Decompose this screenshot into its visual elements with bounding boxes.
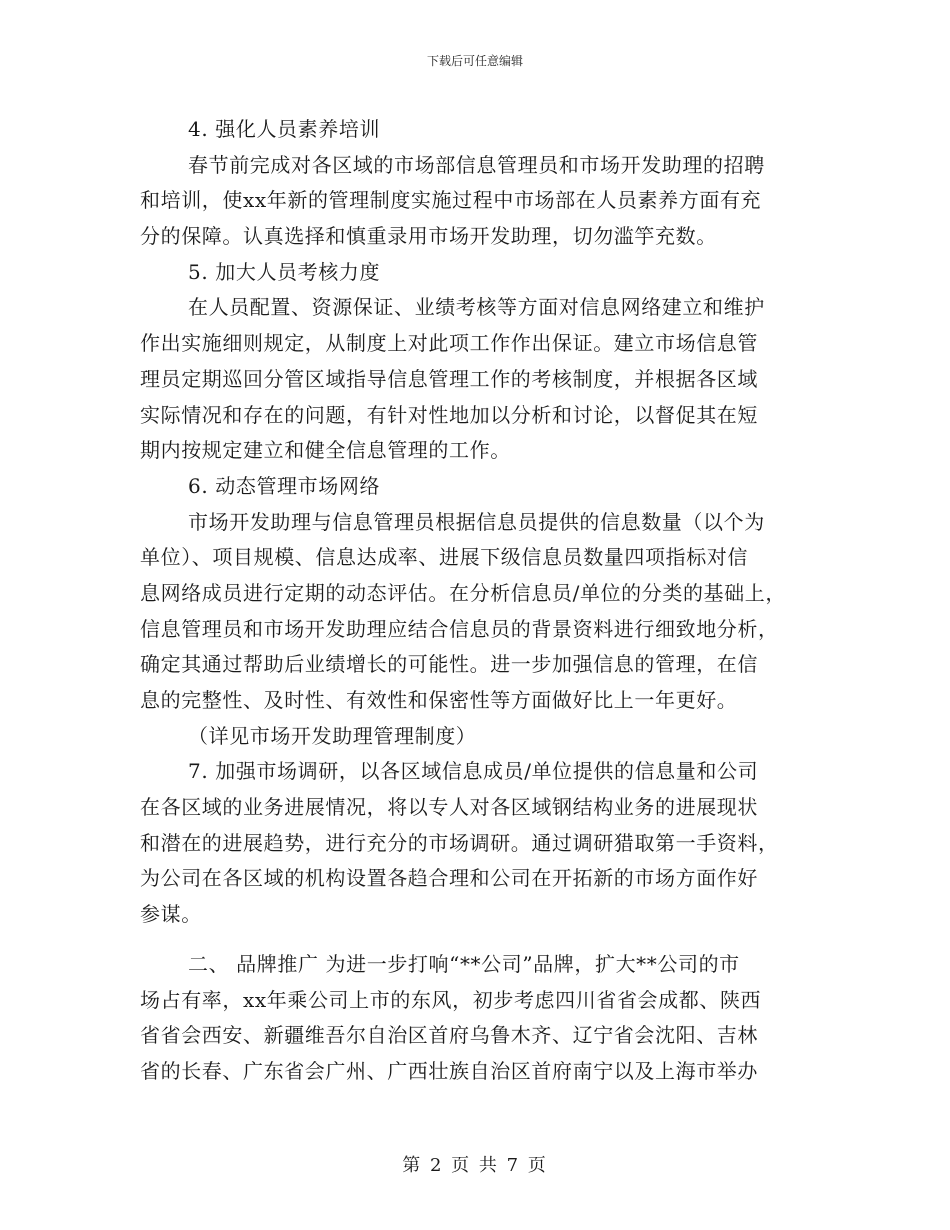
text-line: 息的完整性、及时性、有效性和保密性等方面做好比上一年更好。: [140, 688, 738, 712]
text-line: 二、 品牌推广 为进一步打响“**公司”品牌，扩大**公司的市: [188, 951, 740, 976]
text-line: 和培训，使xx年新的管理制度实施过程中市场部在人员素养方面有充: [140, 188, 762, 213]
text-line: 在人员配置、资源保证、业绩考核等方面对信息网络建立和维护: [188, 295, 765, 320]
text-line: 市场开发助理与信息管理员根据信息员提供的信息数量（以个为: [188, 509, 765, 534]
text-line: 省省会西安、新疆维吾尔自治区首府乌鲁木齐、辽宁省会沈阳、吉林: [140, 1023, 758, 1048]
text-line: 5. 加大人员考核力度: [188, 259, 381, 284]
text-line: 期内按规定建立和健全信息管理的工作。: [140, 438, 511, 463]
text-line: 参谋。: [140, 902, 202, 927]
text-line: 理员定期巡回分管区域指导信息管理工作的考核制度，并根据各区域: [140, 366, 758, 391]
page-footer: 第 2 页 共 7 页: [402, 1155, 548, 1176]
text-line: 实际情况和存在的问题，有针对性地加以分析和讨论，以督促其在短: [140, 402, 758, 427]
text-line: 4. 强化人员素养培训: [188, 117, 381, 141]
text-line: 7. 加强市场调研，以各区域信息成员/单位提供的信息量和公司: [188, 759, 759, 784]
text-line: 省的长春、广东省会广州、广西壮族自治区首府南宁以及上海市举办: [140, 1058, 758, 1083]
text-line: 为公司在各区域的机构设置各趋合理和公司在开拓新的市场方面作好: [140, 866, 758, 891]
text-line: 在各区域的业务进展情况，将以专人对各区域钢结构业务的进展现状: [140, 795, 758, 820]
document-body: [140, 112, 800, 1090]
text-line: 息网络成员进行定期的动态评估。在分析信息员/单位的分类的基础上，: [140, 580, 786, 605]
page-header: 下载后可任意编辑: [426, 54, 523, 68]
text-line: 6. 动态管理市场网络: [188, 473, 381, 498]
text-line: 和潜在的进展趋势，进行充分的市场调研。通过调研猎取第一手资料，: [140, 830, 779, 855]
text-line: 确定其通过帮助后业绩增长的可能性。进一步加强信息的管理，在信: [140, 652, 758, 677]
text-line: 信息管理员和市场开发助理应结合信息员的背景资料进行细致地分析，: [140, 616, 779, 641]
text-line: 作出实施细则规定，从制度上对此项工作作出保证。建立市场信息管: [140, 331, 758, 356]
paragraph-gap: [140, 933, 800, 947]
text-line: 春节前完成对各区域的市场部信息管理员和市场开发助理的招聘: [188, 152, 765, 177]
text-line: 单位）、项目规模、信息达成率、进展下级信息员数量四项指标对信: [140, 545, 748, 570]
text-line: 分的保障。认真选择和慎重录用市场开发助理，切勿滥竽充数。: [140, 224, 717, 249]
text-line: 场占有率，xx年乘公司上市的东风，初步考虑四川省省会成都、陕西: [140, 987, 762, 1012]
text-line: （详见市场开发助理管理制度）: [188, 723, 477, 748]
